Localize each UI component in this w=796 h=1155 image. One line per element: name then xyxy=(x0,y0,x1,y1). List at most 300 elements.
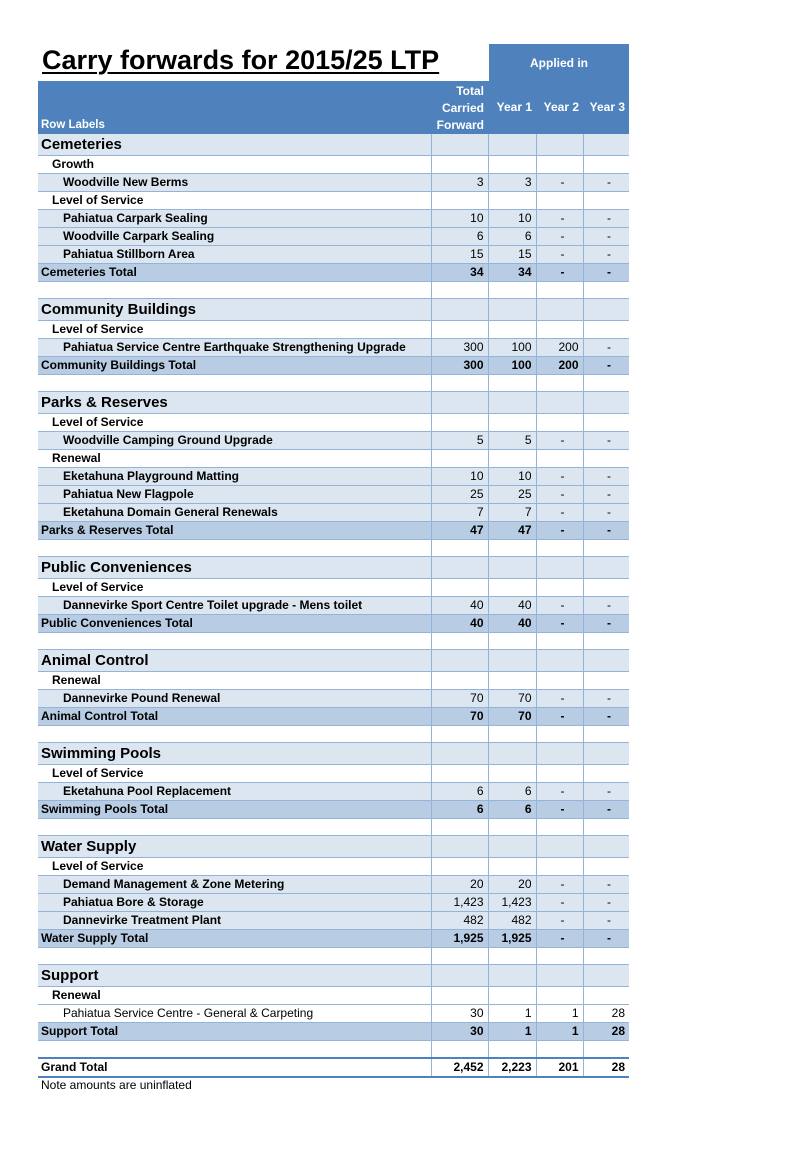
row-label: Eketahuna Domain General Renewals xyxy=(38,504,431,522)
year2-cell xyxy=(536,156,583,174)
year1-cell: 40 xyxy=(488,615,536,633)
row-label xyxy=(38,1041,431,1058)
subcategory-row xyxy=(38,987,629,1005)
total-row xyxy=(38,708,629,726)
year3-cell: - xyxy=(583,912,629,930)
total-carried-forward-cell xyxy=(431,134,488,156)
category-row xyxy=(38,134,629,156)
year3-cell: - xyxy=(583,468,629,486)
row-label xyxy=(38,726,431,743)
subcategory-row xyxy=(38,672,629,690)
row-label: Level of Service xyxy=(38,579,431,597)
total-carried-forward-cell xyxy=(431,987,488,1005)
year1-cell: 34 xyxy=(488,264,536,282)
year1-cell xyxy=(488,579,536,597)
year3-cell xyxy=(583,819,629,836)
row-label: Renewal xyxy=(38,450,431,468)
year1-cell xyxy=(488,450,536,468)
year3-cell: - xyxy=(583,357,629,375)
year1-cell: 47 xyxy=(488,522,536,540)
total-carried-forward-cell: 25 xyxy=(431,486,488,504)
year2-cell: - xyxy=(536,174,583,192)
row-label: Pahiatua Carpark Sealing xyxy=(38,210,431,228)
year1-cell: 6 xyxy=(488,783,536,801)
total-carried-forward-cell xyxy=(431,375,488,392)
year1-cell xyxy=(488,965,536,987)
table-header-row xyxy=(38,81,629,134)
total-carried-forward-cell xyxy=(431,557,488,579)
total-carried-forward-cell xyxy=(431,948,488,965)
year3-cell xyxy=(583,965,629,987)
total-carried-forward-cell xyxy=(431,743,488,765)
year1-cell xyxy=(488,299,536,321)
row-label: Eketahuna Pool Replacement xyxy=(38,783,431,801)
year3-cell xyxy=(583,321,629,339)
year1-cell xyxy=(488,819,536,836)
spacer-row xyxy=(38,633,629,650)
year2-header: Year 2 xyxy=(536,81,583,134)
total-carried-forward-cell: 40 xyxy=(431,597,488,615)
year1-cell: 10 xyxy=(488,210,536,228)
year3-cell xyxy=(583,948,629,965)
total-carried-forward-cell xyxy=(431,192,488,210)
year3-cell xyxy=(583,540,629,557)
year3-cell xyxy=(583,672,629,690)
year3-cell xyxy=(583,375,629,392)
year1-cell: 3 xyxy=(488,174,536,192)
row-label: Demand Management & Zone Metering xyxy=(38,876,431,894)
year2-cell: 1 xyxy=(536,1005,583,1023)
total-carried-forward-cell: 10 xyxy=(431,210,488,228)
year3-cell: - xyxy=(583,876,629,894)
year2-cell: - xyxy=(536,210,583,228)
footnote: Note amounts are uninflated xyxy=(41,1078,192,1092)
row-label: Community Buildings Total xyxy=(38,357,431,375)
row-label: Parks & Reserves Total xyxy=(38,522,431,540)
total-carried-forward-cell xyxy=(431,299,488,321)
year1-cell xyxy=(488,134,536,156)
year1-cell: 15 xyxy=(488,246,536,264)
subcategory-row xyxy=(38,192,629,210)
year1-cell: 70 xyxy=(488,690,536,708)
year3-cell xyxy=(583,192,629,210)
grand-total-row xyxy=(38,1058,629,1077)
total-carried-forward-cell: 6 xyxy=(431,783,488,801)
subcategory-row xyxy=(38,765,629,783)
applied-in-header: Applied in xyxy=(489,44,629,81)
year2-cell xyxy=(536,836,583,858)
row-label xyxy=(38,282,431,299)
year1-cell xyxy=(488,765,536,783)
table-row xyxy=(38,783,629,801)
year3-cell xyxy=(583,557,629,579)
subcategory-row xyxy=(38,450,629,468)
year2-cell xyxy=(536,726,583,743)
year2-cell: - xyxy=(536,876,583,894)
total-header-line3: Forward xyxy=(436,118,484,132)
total-row xyxy=(38,357,629,375)
total-carried-forward-cell: 34 xyxy=(431,264,488,282)
year1-cell: 1,925 xyxy=(488,930,536,948)
year3-cell xyxy=(583,134,629,156)
total-carried-forward-cell xyxy=(431,765,488,783)
year3-cell: 28 xyxy=(583,1058,629,1077)
year1-cell: 6 xyxy=(488,228,536,246)
year1-cell: 100 xyxy=(488,339,536,357)
subcategory-row xyxy=(38,156,629,174)
year3-cell: - xyxy=(583,690,629,708)
total-carried-forward-cell xyxy=(431,414,488,432)
subcategory-row xyxy=(38,858,629,876)
year3-cell xyxy=(583,858,629,876)
year3-cell xyxy=(583,282,629,299)
total-carried-forward-cell: 300 xyxy=(431,339,488,357)
row-label xyxy=(38,819,431,836)
year2-cell xyxy=(536,375,583,392)
year3-cell xyxy=(583,579,629,597)
total-carried-forward-cell xyxy=(431,579,488,597)
year2-cell: - xyxy=(536,264,583,282)
total-carried-forward-cell: 47 xyxy=(431,522,488,540)
year3-cell xyxy=(583,765,629,783)
year1-cell: 10 xyxy=(488,468,536,486)
year1-cell: 40 xyxy=(488,597,536,615)
table-row xyxy=(38,174,629,192)
year3-cell xyxy=(583,450,629,468)
year1-cell: 20 xyxy=(488,876,536,894)
row-label: Parks & Reserves xyxy=(38,392,431,414)
year3-cell: - xyxy=(583,783,629,801)
total-header-line2: Carried xyxy=(441,101,484,115)
year2-cell xyxy=(536,299,583,321)
year3-cell: - xyxy=(583,264,629,282)
year2-cell xyxy=(536,858,583,876)
category-row xyxy=(38,965,629,987)
year2-cell: 201 xyxy=(536,1058,583,1077)
year1-cell xyxy=(488,392,536,414)
row-label: Woodville Camping Ground Upgrade xyxy=(38,432,431,450)
total-carried-forward-cell: 40 xyxy=(431,615,488,633)
row-label: Woodville Carpark Sealing xyxy=(38,228,431,246)
total-carried-forward-cell xyxy=(431,392,488,414)
year2-cell: - xyxy=(536,432,583,450)
table-row xyxy=(38,1005,629,1023)
year2-cell xyxy=(536,557,583,579)
year1-cell: 1 xyxy=(488,1023,536,1041)
year2-cell xyxy=(536,282,583,299)
year1-cell: 6 xyxy=(488,801,536,819)
year3-cell xyxy=(583,726,629,743)
total-carried-forward-cell xyxy=(431,450,488,468)
year3-cell xyxy=(583,392,629,414)
total-row xyxy=(38,1023,629,1041)
total-carried-forward-cell: 5 xyxy=(431,432,488,450)
year3-cell xyxy=(583,650,629,672)
spacer-row xyxy=(38,819,629,836)
year3-cell xyxy=(583,414,629,432)
total-carried-forward-cell: 30 xyxy=(431,1005,488,1023)
total-carried-forward-cell: 482 xyxy=(431,912,488,930)
total-row xyxy=(38,264,629,282)
table-row xyxy=(38,876,629,894)
subcategory-row xyxy=(38,579,629,597)
year1-cell: 7 xyxy=(488,504,536,522)
year2-cell xyxy=(536,1041,583,1058)
row-labels-header: Row Labels xyxy=(38,81,431,134)
category-row xyxy=(38,557,629,579)
year3-cell: - xyxy=(583,432,629,450)
row-label: Level of Service xyxy=(38,765,431,783)
row-label: Cemeteries xyxy=(38,134,431,156)
category-row xyxy=(38,743,629,765)
year3-cell: - xyxy=(583,522,629,540)
year2-cell: - xyxy=(536,597,583,615)
row-label xyxy=(38,375,431,392)
year2-cell: - xyxy=(536,783,583,801)
year1-cell xyxy=(488,672,536,690)
year3-cell xyxy=(583,156,629,174)
total-row xyxy=(38,522,629,540)
year2-cell: - xyxy=(536,468,583,486)
row-label: Water Supply xyxy=(38,836,431,858)
year3-cell: - xyxy=(583,615,629,633)
spacer-row xyxy=(38,540,629,557)
year3-cell: - xyxy=(583,708,629,726)
row-label: Public Conveniences xyxy=(38,557,431,579)
carry-forwards-table xyxy=(38,81,629,1078)
year3-cell xyxy=(583,299,629,321)
year1-cell xyxy=(488,987,536,1005)
spacer-row xyxy=(38,1041,629,1058)
spacer-row xyxy=(38,375,629,392)
year2-cell xyxy=(536,819,583,836)
row-label: Swimming Pools Total xyxy=(38,801,431,819)
total-carried-forward-cell: 10 xyxy=(431,468,488,486)
row-label: Level of Service xyxy=(38,414,431,432)
year3-cell xyxy=(583,836,629,858)
row-label: Support xyxy=(38,965,431,987)
row-label xyxy=(38,948,431,965)
row-label: Dannevirke Sport Centre Toilet upgrade - Mens toilet xyxy=(38,597,431,615)
year2-cell xyxy=(536,414,583,432)
table-row xyxy=(38,486,629,504)
year2-cell xyxy=(536,579,583,597)
year2-cell xyxy=(536,987,583,1005)
row-label xyxy=(38,633,431,650)
year3-cell: - xyxy=(583,504,629,522)
subcategory-row xyxy=(38,321,629,339)
row-label: Level of Service xyxy=(38,321,431,339)
year2-cell: - xyxy=(536,228,583,246)
row-label: Dannevirke Treatment Plant xyxy=(38,912,431,930)
year3-cell: - xyxy=(583,597,629,615)
year1-cell xyxy=(488,375,536,392)
year1-cell: 70 xyxy=(488,708,536,726)
row-label: Pahiatua Service Centre - General & Carpeting xyxy=(38,1005,431,1023)
category-row xyxy=(38,650,629,672)
year3-cell xyxy=(583,1041,629,1058)
row-label: Pahiatua Service Centre Earthquake Strengthening Upgrade xyxy=(38,339,431,357)
year2-cell: 200 xyxy=(536,357,583,375)
year2-cell xyxy=(536,321,583,339)
total-header-line1: Total xyxy=(456,84,484,98)
total-carried-forward-cell: 15 xyxy=(431,246,488,264)
year2-cell: - xyxy=(536,504,583,522)
row-label: Pahiatua Bore & Storage xyxy=(38,894,431,912)
year1-cell xyxy=(488,557,536,579)
year2-cell xyxy=(536,450,583,468)
year1-cell: 1 xyxy=(488,1005,536,1023)
row-label: Grand Total xyxy=(38,1058,431,1077)
row-label: Growth xyxy=(38,156,431,174)
row-label: Pahiatua New Flagpole xyxy=(38,486,431,504)
row-label: Animal Control Total xyxy=(38,708,431,726)
year2-cell: - xyxy=(536,930,583,948)
year1-cell: 482 xyxy=(488,912,536,930)
year1-cell xyxy=(488,1041,536,1058)
year2-cell xyxy=(536,650,583,672)
year1-cell xyxy=(488,948,536,965)
row-label: Support Total xyxy=(38,1023,431,1041)
year2-cell xyxy=(536,540,583,557)
year2-cell: - xyxy=(536,690,583,708)
year1-cell xyxy=(488,633,536,650)
total-carried-forward-cell: 6 xyxy=(431,228,488,246)
total-carried-forward-cell xyxy=(431,819,488,836)
row-label: Animal Control xyxy=(38,650,431,672)
row-label: Renewal xyxy=(38,987,431,1005)
total-carried-forward-cell: 20 xyxy=(431,876,488,894)
year3-cell: - xyxy=(583,246,629,264)
year2-cell: - xyxy=(536,912,583,930)
year2-cell xyxy=(536,743,583,765)
row-label: Water Supply Total xyxy=(38,930,431,948)
year1-cell xyxy=(488,650,536,672)
spacer-row xyxy=(38,948,629,965)
year3-cell: - xyxy=(583,339,629,357)
year3-cell: - xyxy=(583,486,629,504)
year2-cell: 1 xyxy=(536,1023,583,1041)
year1-cell: 100 xyxy=(488,357,536,375)
row-label: Community Buildings xyxy=(38,299,431,321)
total-carried-forward-cell xyxy=(431,726,488,743)
year2-cell: - xyxy=(536,801,583,819)
total-carried-forward-cell xyxy=(431,836,488,858)
year3-cell: - xyxy=(583,210,629,228)
year3-cell: - xyxy=(583,801,629,819)
year2-cell: - xyxy=(536,708,583,726)
row-label: Cemeteries Total xyxy=(38,264,431,282)
table-row xyxy=(38,690,629,708)
total-carried-forward-cell: 70 xyxy=(431,690,488,708)
table-row xyxy=(38,339,629,357)
total-row xyxy=(38,930,629,948)
year2-cell: - xyxy=(536,246,583,264)
year2-cell: - xyxy=(536,486,583,504)
year3-header: Year 3 xyxy=(583,81,629,134)
subcategory-row xyxy=(38,414,629,432)
year2-cell xyxy=(536,633,583,650)
total-carried-forward-cell xyxy=(431,633,488,650)
total-row xyxy=(38,801,629,819)
year2-cell xyxy=(536,948,583,965)
year1-cell xyxy=(488,414,536,432)
total-carried-forward-cell xyxy=(431,965,488,987)
year3-cell: - xyxy=(583,174,629,192)
row-label: Level of Service xyxy=(38,858,431,876)
table-row xyxy=(38,912,629,930)
total-carried-forward-cell: 70 xyxy=(431,708,488,726)
total-carried-forward-cell: 2,452 xyxy=(431,1058,488,1077)
total-carried-forward-header xyxy=(431,81,488,134)
year1-cell xyxy=(488,836,536,858)
year3-cell: - xyxy=(583,228,629,246)
total-carried-forward-cell: 1,925 xyxy=(431,930,488,948)
total-carried-forward-cell xyxy=(431,540,488,557)
total-carried-forward-cell: 3 xyxy=(431,174,488,192)
page-title: Carry forwards for 2015/25 LTP xyxy=(42,45,440,75)
table-row xyxy=(38,246,629,264)
spacer-row xyxy=(38,282,629,299)
row-label: Level of Service xyxy=(38,192,431,210)
category-row xyxy=(38,299,629,321)
total-carried-forward-cell xyxy=(431,858,488,876)
total-carried-forward-cell: 7 xyxy=(431,504,488,522)
year1-cell xyxy=(488,540,536,557)
year1-cell: 1,423 xyxy=(488,894,536,912)
row-label: Public Conveniences Total xyxy=(38,615,431,633)
year1-cell: 25 xyxy=(488,486,536,504)
year3-cell: - xyxy=(583,894,629,912)
row-label: Dannevirke Pound Renewal xyxy=(38,690,431,708)
year1-cell xyxy=(488,858,536,876)
year2-cell xyxy=(536,765,583,783)
total-carried-forward-cell xyxy=(431,1041,488,1058)
year2-cell xyxy=(536,134,583,156)
table-row xyxy=(38,894,629,912)
year2-cell: - xyxy=(536,615,583,633)
year1-cell xyxy=(488,321,536,339)
total-row xyxy=(38,615,629,633)
year2-cell xyxy=(536,192,583,210)
row-label: Swimming Pools xyxy=(38,743,431,765)
total-carried-forward-cell: 30 xyxy=(431,1023,488,1041)
total-carried-forward-cell xyxy=(431,156,488,174)
category-row xyxy=(38,836,629,858)
year3-cell xyxy=(583,743,629,765)
year3-cell: 28 xyxy=(583,1005,629,1023)
table-row xyxy=(38,468,629,486)
row-label: Eketahuna Playground Matting xyxy=(38,468,431,486)
year3-cell xyxy=(583,987,629,1005)
year1-cell: 5 xyxy=(488,432,536,450)
year2-cell xyxy=(536,672,583,690)
total-carried-forward-cell: 1,423 xyxy=(431,894,488,912)
year1-cell xyxy=(488,192,536,210)
row-label: Pahiatua Stillborn Area xyxy=(38,246,431,264)
table-row xyxy=(38,228,629,246)
total-carried-forward-cell: 6 xyxy=(431,801,488,819)
year3-cell: 28 xyxy=(583,1023,629,1041)
year1-cell xyxy=(488,156,536,174)
total-carried-forward-cell xyxy=(431,672,488,690)
table-row xyxy=(38,504,629,522)
table-row xyxy=(38,432,629,450)
year1-cell xyxy=(488,743,536,765)
year2-cell xyxy=(536,392,583,414)
total-carried-forward-cell xyxy=(431,321,488,339)
year1-header: Year 1 xyxy=(488,81,536,134)
